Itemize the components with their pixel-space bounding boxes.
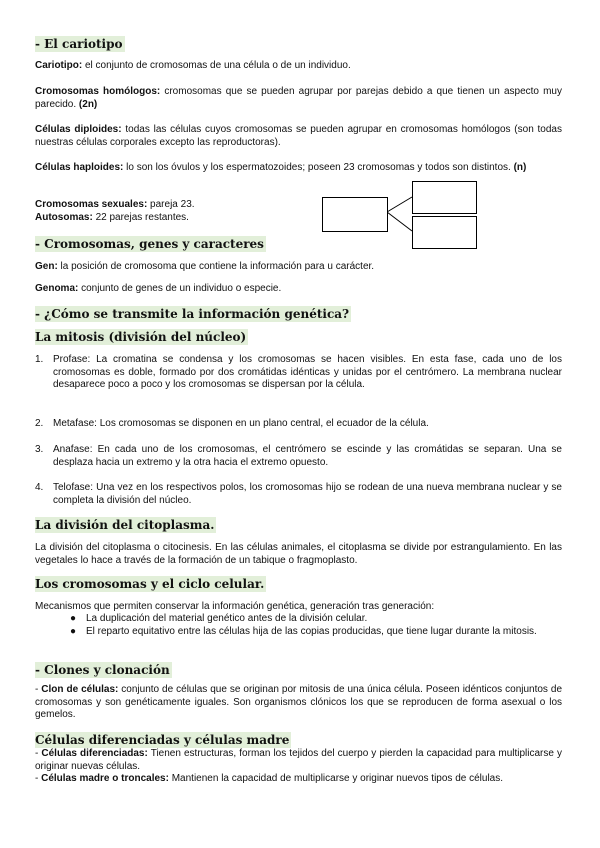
text-haploides: lo son los óvulos y los espermatozoides; poseen 23 cromosomas y todos son distintos. [123,162,514,173]
paragraph-diferenciadas [35,748,562,773]
list-number: 4. [35,482,44,493]
diagram-box-bottom [412,216,477,249]
text-homologos: cromosomas que se pueden agrupar por parejas debido a que tienen un aspecto muy parecido. [35,86,562,110]
paragraph-madre [35,773,562,786]
term-diploides: Células diploides: [35,124,122,135]
bullet-icon: ● [70,626,77,637]
heading-transmision: - ¿Cómo se transmite la información genética? [35,307,350,321]
term-profase: Profase: [53,354,91,365]
term-anafase: Anafase: [53,444,93,455]
term-gen: Gen: [35,261,58,272]
text-genoma: conjunto de genes de un individuo o especie. [78,283,282,294]
term-clon: Clon de células: [41,684,119,695]
term-madre: Células madre o troncales: [41,773,169,784]
text-diferenciadas: Tienen estructuras, forman los tejidos del cuerpo y pierden la capacidad para multiplicarse y originar nuevas células. [35,748,562,772]
dash-prefix: - [35,748,42,759]
tag-2n: (2n) [78,98,98,110]
bullet-text: La duplicación del material genético antes de la división celular. [86,613,368,624]
text-autosomas: 22 parejas restantes. [92,211,189,223]
paragraph-genoma [35,283,562,296]
term-homologos: Cromosomas homólogos: [35,86,161,97]
text-anafase: En cada uno de los cromosomas, el centrómero se escinde y las cromátidas se separan. Una se desplaza hacia un extremo y la otra hacia el extremo opuesto. [53,444,562,468]
list-item-metafase [35,418,562,431]
term-haploides: Células haploides: [35,162,124,173]
list-item-anafase [35,444,562,469]
text-metafase: Los cromosomas se disponen en un plano central, el ecuador de la célula. [96,418,429,429]
term-sexuales: Cromosomas sexuales: [35,199,148,210]
bullet-item [70,613,562,626]
term-diferenciadas: Células diferenciadas: [41,748,148,759]
heading-mitosis: La mitosis (división del núcleo) [35,330,247,344]
heading-citoplasma: La división del citoplasma. [35,518,215,532]
dash-prefix: - [35,773,42,784]
diagram-box-top [412,181,477,214]
paragraph-ciclo-intro: Mecanismos que permiten conservar la información genética, generación tras generación: [35,601,435,612]
text-diploides: todas las células cuyos cromosomas se pueden agrupar en cromosomas homólogos (son todas nuestras células corporales excepto las reproductoras). [35,124,562,148]
tag-n: (n) [513,162,527,173]
dash-prefix: - [35,684,42,695]
term-autosomas: Autosomas: [35,211,93,223]
text-gen: la posición de cromosoma que contiene la información para u carácter. [57,261,375,272]
bullet-item [70,626,562,639]
paragraph-citoplasma: La división del citoplasma o citocinesis. En las células animales, el citoplasma se divide por estrangulamiento. En las vegetales lo hace a través de la formación de un tabique o fragmoplasto. [35,542,562,566]
paragraph-clones [35,684,562,722]
heading-celulas-madre: Células diferenciadas y células madre [35,733,290,747]
heading-clones: - Clones y clonación [35,663,170,677]
text-telofase: Una vez en los respectivos polos, los cromosomas hijo se rodean de una nueva membrana nuclear y se completa la división del núcleo. [53,482,562,506]
text-sexuales: pareja 23. [147,199,195,210]
text-cariotipo: el conjunto de cromosomas de una célula o de un individuo. [82,60,351,71]
list-number: 1. [35,354,44,365]
bullet-text: El reparto equitativo entre las células hija de las copias producidas, que tiene lugar durante la mitosis. [86,626,537,637]
bullet-icon: ● [70,613,77,624]
diagram-box-main [322,197,388,232]
paragraph-gen [35,261,562,274]
heading-ciclo: Los cromosomas y el ciclo celular. [35,577,265,591]
term-genoma: Genoma: [35,283,79,294]
term-metafase: Metafase: [53,418,97,429]
text-profase: La cromatina se condensa y los cromosomas se hacen visibles. En esta fase, cada uno de los cromosomas es doble, formado por dos cromátidas idénticas y unidas por el centrómero. La membrana nuclear desaparece poco a poco y los cromosomas se dispersan por la célula. [53,354,562,390]
list-item-profase [35,354,562,392]
term-telofase: Telofase: [53,482,94,493]
text-clon: conjunto de células que se originan por mitosis de una única célula. Poseen idénticos conjuntos de cromosomas y son genéticamente iguales. Son organismos clónicos los que se reproducen de forma asexual o los gemelos. [35,684,563,720]
text-madre: Mantienen la capacidad de multiplicarse y originar nuevos tipos de células. [168,773,504,784]
list-number: 2. [35,418,44,429]
heading-genes: - Cromosomas, genes y caracteres [35,237,264,251]
list-item-telofase [35,482,562,507]
heading-cariotipo: - El cariotipo [35,37,123,51]
list-number: 3. [35,444,44,455]
term-cariotipo: Cariotipo: [35,60,83,71]
